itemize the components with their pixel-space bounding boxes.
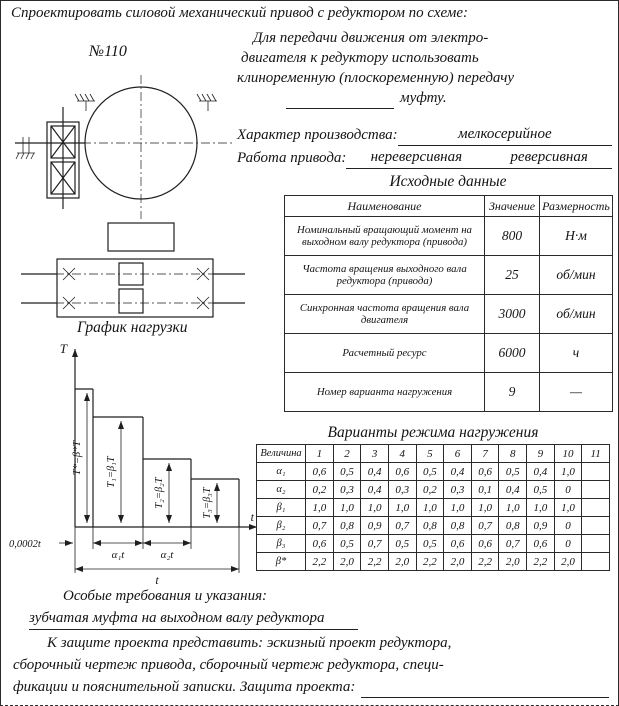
initial-data-row [285, 373, 613, 412]
initial-data-header-row [285, 196, 613, 217]
variant-value: 0 [554, 517, 582, 535]
drive-mode-line [237, 148, 612, 169]
variant-row-label: β* [257, 553, 306, 571]
variant-value [582, 499, 610, 517]
param-value: 6000 [485, 334, 540, 373]
bar-label-0: T*=β*T [72, 440, 83, 476]
special-requirements-value: зубчатая муфта на выходном валу редуктора [29, 609, 358, 630]
variant-value: 1,0 [554, 499, 582, 517]
variant-column-header: 5 [416, 445, 444, 463]
variant-column-header: 4 [388, 445, 416, 463]
kinematic-scheme-drawing [7, 67, 247, 325]
param-name: Номер варианта нагружения [285, 373, 485, 412]
variant-value: 0,6 [306, 463, 334, 481]
initial-data-row [285, 295, 613, 334]
param-unit: — [540, 373, 613, 412]
graph-x-axis-label: t [250, 510, 254, 524]
bar-label-1: T₁=β₁T [106, 456, 117, 488]
param-unit: об/мин [540, 295, 613, 334]
variant-value [582, 517, 610, 535]
task-note-line4 [286, 89, 447, 109]
variant-value: 2,0 [554, 553, 582, 571]
drive-option-reversible: реверсивная [510, 149, 588, 165]
variant-value: 0,6 [471, 463, 499, 481]
variant-value: 0,2 [416, 481, 444, 499]
initial-data-tbody [285, 217, 613, 412]
param-name: Номинальный вращающий момент на выходном валу редуктора (привода) [285, 217, 485, 256]
segment-label-2: α₂t [160, 549, 174, 561]
param-name: Синхронная частота вращения вала двигателя [285, 295, 485, 334]
variants-row [257, 553, 610, 571]
variant-value: 1,0 [527, 499, 555, 517]
variant-value: 2,2 [361, 553, 389, 571]
param-value: 3000 [485, 295, 540, 334]
variant-value: 1,0 [333, 499, 361, 517]
task-note-line2: двигателя к редуктору использовать [241, 50, 479, 66]
param-name: Расчетный ресурс [285, 334, 485, 373]
variant-value: 0,5 [333, 535, 361, 553]
variant-value: 2,0 [499, 553, 527, 571]
variant-value: 0,7 [388, 517, 416, 535]
variant-value: 0,7 [306, 517, 334, 535]
drive-mode-label: Работа привода: [237, 150, 347, 166]
variant-column-header: 2 [333, 445, 361, 463]
load-graph [7, 337, 262, 593]
variant-value: 0,8 [333, 517, 361, 535]
task-note-line3: клиноременную (плоскоременную) передачу [237, 70, 515, 86]
blank-line [286, 90, 394, 109]
variants-header-label: Величина [257, 445, 306, 463]
variant-column-header: 9 [527, 445, 555, 463]
variant-row-label: β₂ [257, 517, 306, 535]
defense-line3: фикации и пояснительной записки. Защита проекта: [13, 679, 356, 695]
initial-data-row [285, 334, 613, 373]
variant-value: 0,2 [306, 481, 334, 499]
variants-row [257, 517, 610, 535]
variant-value: 1,0 [554, 463, 582, 481]
production-line [237, 125, 612, 146]
initial-data-row [285, 256, 613, 295]
param-unit: Н·м [540, 217, 613, 256]
support-symbol [16, 137, 35, 159]
blank-line [361, 679, 609, 698]
variant-value: 2,0 [333, 553, 361, 571]
variant-value: 0,3 [388, 481, 416, 499]
variant-value: 0,6 [471, 535, 499, 553]
variant-value: 2,0 [444, 553, 472, 571]
variants-row [257, 463, 610, 481]
variant-column-header: 7 [471, 445, 499, 463]
variant-value: 0,5 [416, 535, 444, 553]
variant-value: 1,0 [416, 499, 444, 517]
variant-value: 1,0 [471, 499, 499, 517]
variant-value: 0,4 [361, 481, 389, 499]
variant-value: 0 [554, 535, 582, 553]
variant-value: 0,8 [416, 517, 444, 535]
variants-row [257, 481, 610, 499]
variant-value: 0,1 [471, 481, 499, 499]
variant-value [582, 553, 610, 571]
param-value: 9 [485, 373, 540, 412]
variant-value: 0,5 [499, 463, 527, 481]
variant-value [582, 481, 610, 499]
page-title: Спроектировать силовой механический привод с редуктором по схеме: [11, 5, 469, 21]
defense-line3-row [13, 678, 609, 698]
initial-data-title: Исходные данные [389, 173, 507, 190]
param-unit: ч [540, 334, 613, 373]
variant-column-header: 11 [582, 445, 610, 463]
defense-line1: К защите проекта представить: эскизный проект редуктора, [47, 635, 452, 651]
variant-row-label: β₃ [257, 535, 306, 553]
variants-tbody [257, 463, 610, 571]
variant-column-header: 10 [554, 445, 582, 463]
special-requirements-label: Особые требования и указания: [63, 588, 268, 604]
variant-row-label: α₂ [257, 481, 306, 499]
variant-value: 1,0 [306, 499, 334, 517]
variant-value: 0,7 [361, 535, 389, 553]
variant-value: 0,4 [527, 463, 555, 481]
variant-value: 0,7 [471, 517, 499, 535]
variant-value: 1,0 [499, 499, 527, 517]
initial-data-row [285, 217, 613, 256]
support-symbol [75, 94, 95, 111]
variant-value: 0,9 [361, 517, 389, 535]
variants-row [257, 499, 610, 517]
variant-value [582, 535, 610, 553]
variant-value: 2,2 [471, 553, 499, 571]
variant-value: 0,7 [499, 535, 527, 553]
col-header-name: Наименование [285, 196, 485, 217]
variant-value: 2,0 [388, 553, 416, 571]
variant-value: 0,3 [444, 481, 472, 499]
load-modes-table [256, 444, 610, 571]
bar-label-2: T₂=β₂T [154, 477, 165, 509]
variant-column-header: 8 [499, 445, 527, 463]
col-header-unit: Размерность [540, 196, 613, 217]
param-name: Частота вращения выходного вала редуктора (привода) [285, 256, 485, 295]
variant-value: 0,9 [527, 517, 555, 535]
variant-value: 0,5 [527, 481, 555, 499]
variant-value: 0,5 [388, 535, 416, 553]
variant-column-header: 3 [361, 445, 389, 463]
variant-value: 0 [554, 481, 582, 499]
variant-value: 0,4 [361, 463, 389, 481]
task-note-line1: Для передачи движения от электро- [253, 30, 489, 46]
variant-row-label: β₁ [257, 499, 306, 517]
variant-value: 0,4 [444, 463, 472, 481]
variant-value: 0,6 [444, 535, 472, 553]
segment-label-1: α₁t [111, 549, 125, 561]
initial-data-table [284, 195, 613, 412]
variant-value: 2,2 [306, 553, 334, 571]
param-unit: об/мин [540, 256, 613, 295]
variant-value: 0,6 [306, 535, 334, 553]
variants-header-row [257, 445, 610, 463]
param-value: 25 [485, 256, 540, 295]
segment-label-0: 0,0002t [9, 539, 41, 550]
variant-value: 0,6 [388, 463, 416, 481]
load-graph-title: График нагрузки [77, 319, 188, 336]
variant-value: 0,6 [527, 535, 555, 553]
variant-value: 1,0 [388, 499, 416, 517]
variant-value: 2,2 [527, 553, 555, 571]
variant-value: 0,4 [499, 481, 527, 499]
defense-line2: сборочный чертеж привода, сборочный чертеж редуктора, специ- [13, 657, 444, 673]
variant-value: 0,3 [333, 481, 361, 499]
variant-value: 1,0 [444, 499, 472, 517]
bar-label-3: T₃=β₃T [202, 487, 213, 519]
variant-row-label: α₁ [257, 463, 306, 481]
variant-value: 0,5 [333, 463, 361, 481]
variant-value: 0,8 [499, 517, 527, 535]
variant-value [582, 463, 610, 481]
param-value: 800 [485, 217, 540, 256]
drive-mode-options [346, 148, 612, 169]
production-label: Характер производства: [237, 127, 398, 143]
total-time-label: t [155, 573, 159, 587]
variant-value: 2,2 [416, 553, 444, 571]
scheme-number-label: №110 [89, 43, 127, 60]
load-modes-title: Варианты режима нагружения [327, 424, 539, 441]
variants-row [257, 535, 610, 553]
support-symbol [197, 94, 217, 111]
variant-value: 1,0 [361, 499, 389, 517]
variant-column-header: 1 [306, 445, 334, 463]
variant-value: 0,8 [444, 517, 472, 535]
variant-column-header: 6 [444, 445, 472, 463]
coupling-word: муфту. [400, 90, 447, 106]
graph-y-axis-label: T [59, 341, 67, 356]
variant-value: 0,5 [416, 463, 444, 481]
drive-option-nonreversible: нереверсивная [370, 149, 463, 165]
col-header-value: Значение [485, 196, 540, 217]
production-value: мелкосерийное [398, 125, 612, 146]
